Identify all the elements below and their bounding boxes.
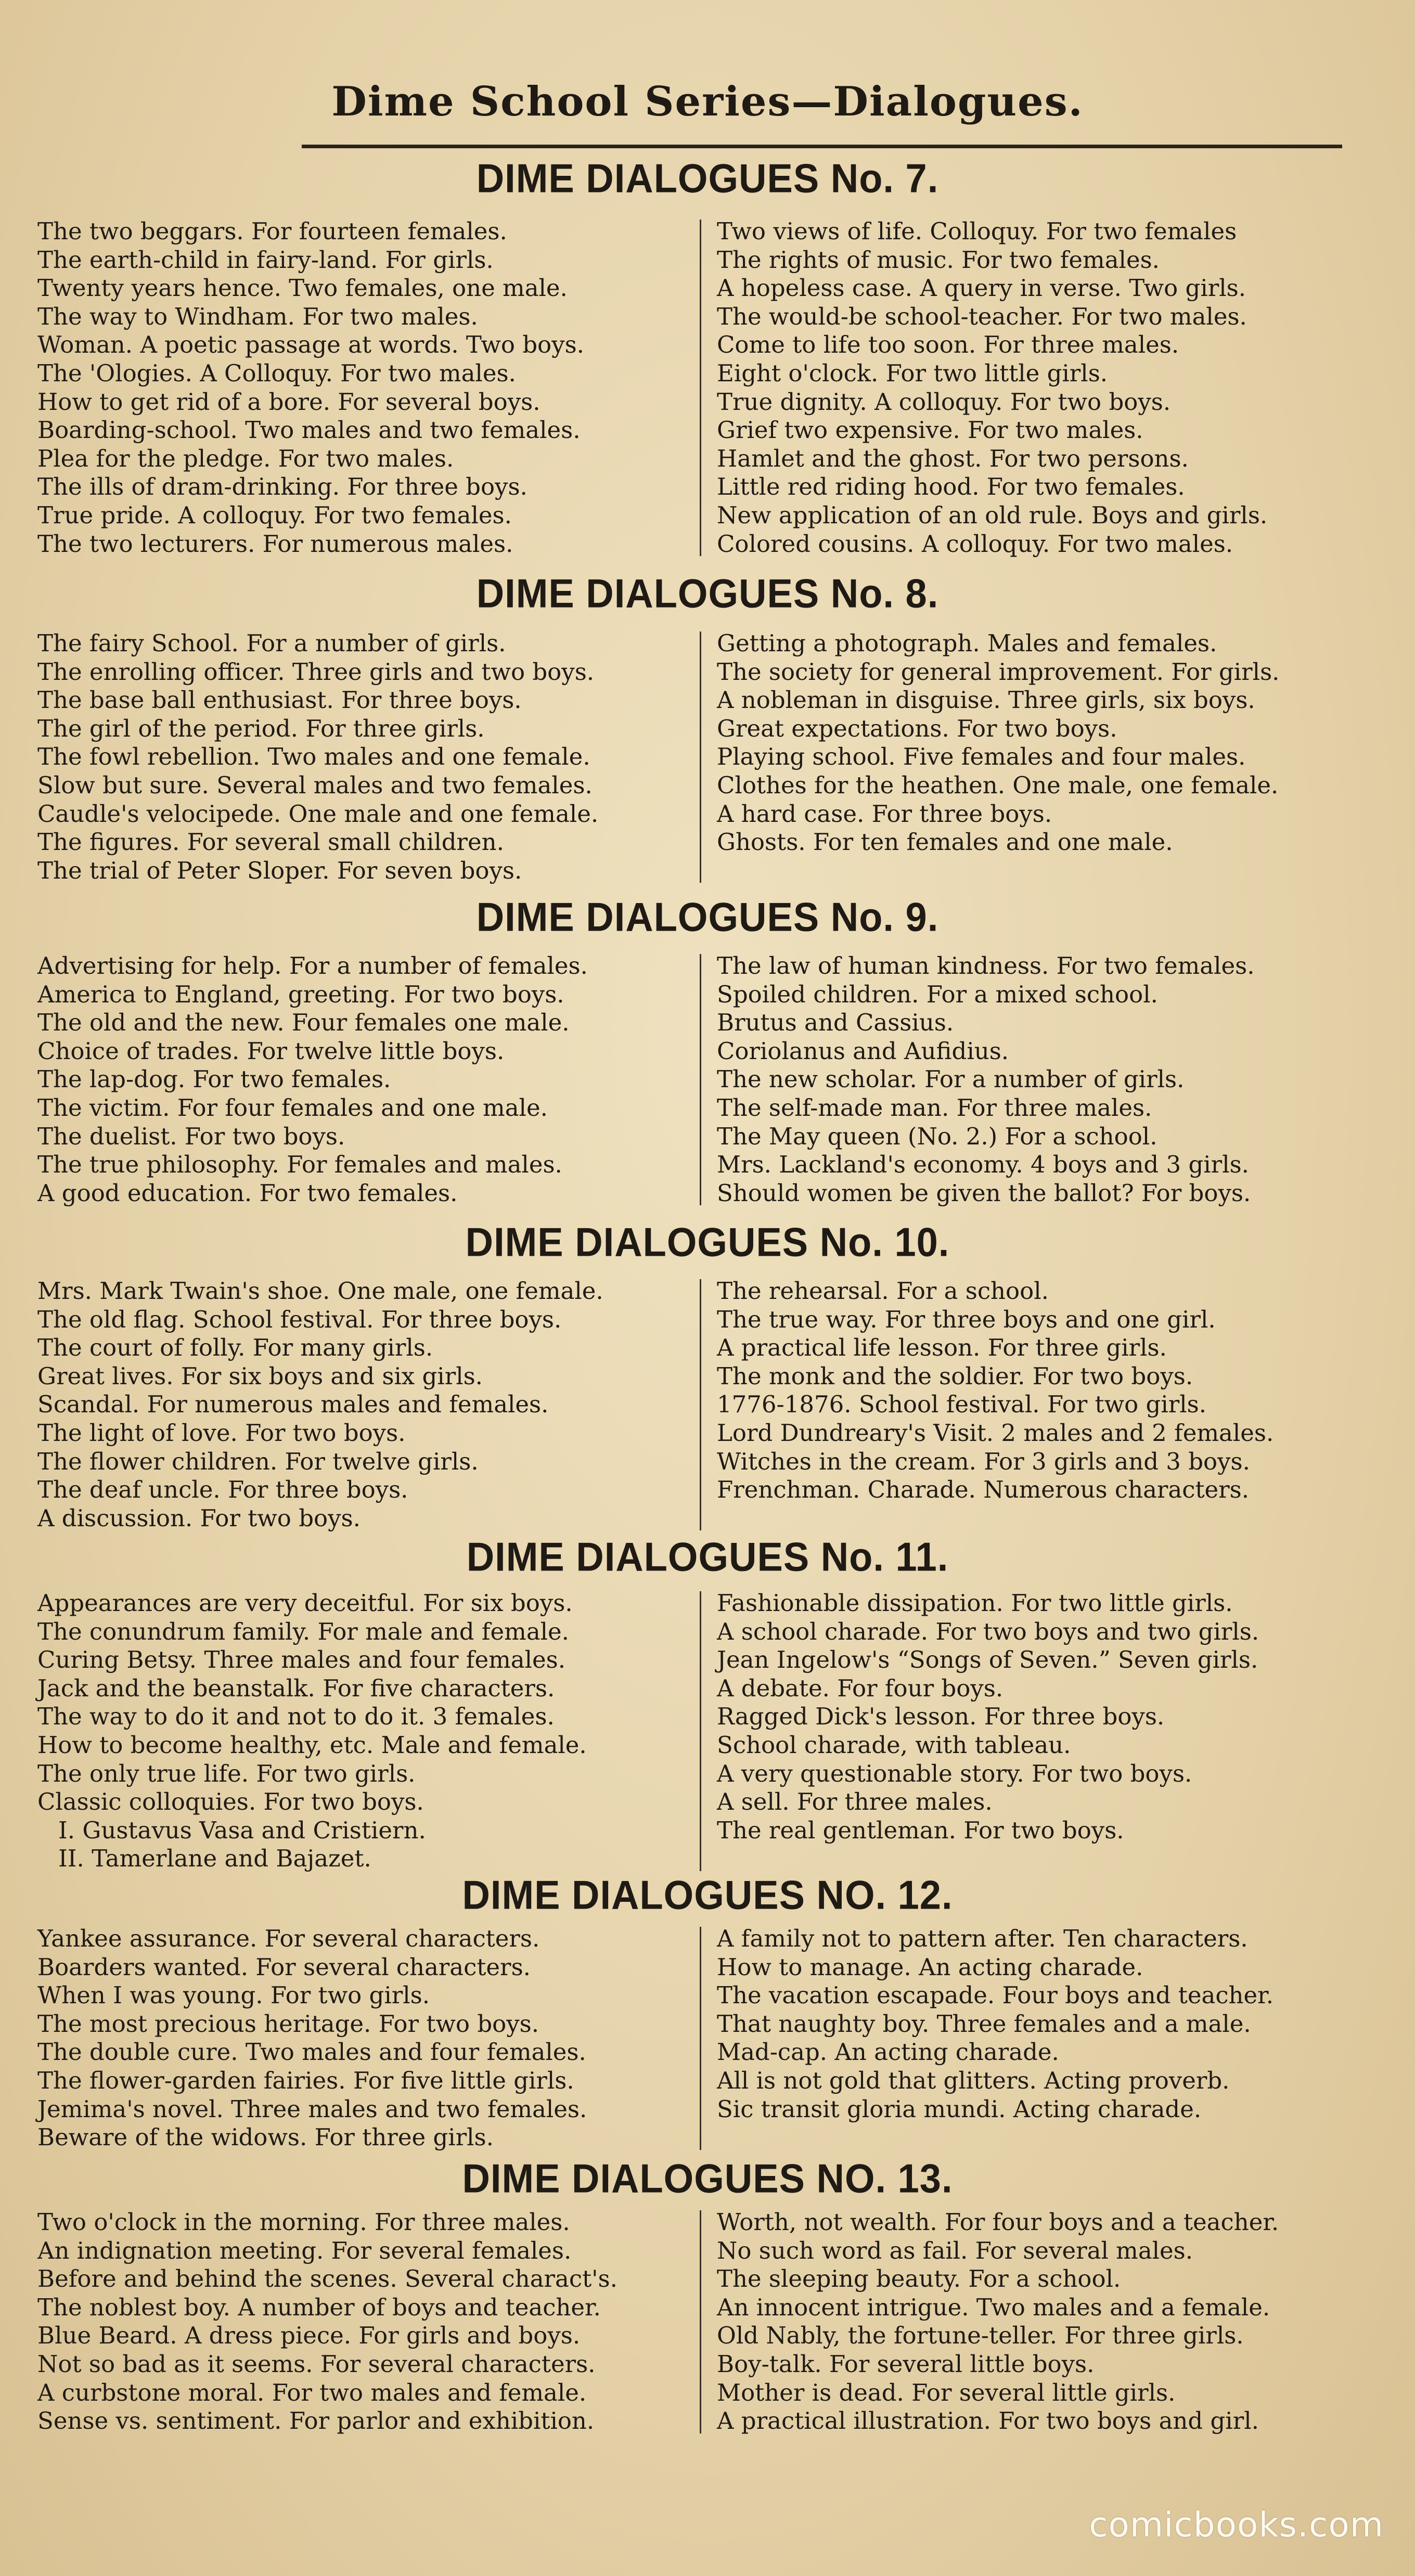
right-column xyxy=(717,1925,1393,2123)
dialogue-entry: A sell. For three males. xyxy=(717,1788,993,1816)
left-column xyxy=(37,1589,672,1873)
dialogue-entry: The lap-dog. For two females. xyxy=(37,1065,391,1093)
dialogue-entry: The figures. For several small children. xyxy=(37,828,504,856)
right-column xyxy=(717,1589,1393,1845)
left-column xyxy=(37,952,672,1207)
dialogue-entry: The sleeping beauty. For a school. xyxy=(717,2265,1121,2293)
dialogue-entry: Scandal. For numerous males and females. xyxy=(37,1390,549,1419)
dialogue-entry: The flower children. For twelve girls. xyxy=(37,1447,479,1475)
dialogue-entry: Jean Ingelow's “Songs of Seven.” Seven girls. xyxy=(717,1646,1258,1674)
dialogue-entry: Mad-cap. An acting charade. xyxy=(717,2038,1059,2066)
dialogue-entry: A very questionable story. For two boys. xyxy=(717,1759,1192,1787)
dialogue-entry: Jack and the beanstalk. For five characters. xyxy=(37,1674,555,1702)
dialogue-entry: How to become healthy, etc. Male and female. xyxy=(37,1731,587,1759)
dialogue-entry: Lord Dundreary's Visit. 2 males and 2 females. xyxy=(717,1419,1274,1447)
dialogue-entry: Frenchman. Charade. Numerous characters. xyxy=(717,1476,1250,1504)
dialogue-entry: Mrs. Mark Twain's shoe. One male, one female. xyxy=(37,1277,603,1305)
dialogue-entry: The law of human kindness. For two females. xyxy=(717,952,1255,980)
dialogue-entry: The double cure. Two males and four females. xyxy=(37,2038,586,2066)
dialogue-entry: An innocent intrigue. Two males and a female. xyxy=(717,2293,1270,2321)
section-heading: DIME DIALOGUES No. 8. xyxy=(476,570,939,616)
dialogue-entry: Appearances are very deceitful. For six boys. xyxy=(37,1589,573,1617)
column-divider xyxy=(700,220,701,556)
dialogue-entry: That naughty boy. Three females and a male. xyxy=(717,2010,1251,2038)
dialogue-entry: School charade, with tableau. xyxy=(717,1731,1071,1759)
dialogue-entry: When I was young. For two girls. xyxy=(37,1981,430,2010)
dialogue-entry: The trial of Peter Sloper. For seven boys. xyxy=(37,856,522,884)
dialogue-entry: The fairy School. For a number of girls. xyxy=(37,629,506,657)
column-divider xyxy=(700,632,701,883)
dialogue-entry: The rights of music. For two females. xyxy=(717,246,1160,274)
dialogue-entry: The ills of dram-drinking. For three boys. xyxy=(37,473,528,501)
dialogue-entry: 1776-1876. School festival. For two girls. xyxy=(717,1390,1207,1419)
left-column xyxy=(37,1277,672,1532)
dialogue-entry: The fowl rebellion. Two males and one female. xyxy=(37,743,590,771)
dialogue-entry: Little red riding hood. For two females. xyxy=(717,473,1185,501)
right-column xyxy=(717,629,1393,857)
dialogue-entry: Boarding-school. Two males and two females. xyxy=(37,416,581,444)
dialogue-entry: Great lives. For six boys and six girls. xyxy=(37,1362,483,1390)
dialogue-entry: Advertising for help. For a number of females. xyxy=(37,952,588,980)
dialogue-entry: Twenty years hence. Two females, one male. xyxy=(37,274,568,302)
dialogue-entry: The girl of the period. For three girls. xyxy=(37,714,485,742)
dialogue-entry: The would-be school-teacher. For two males. xyxy=(717,302,1247,330)
dialogue-entry: The most precious heritage. For two boys. xyxy=(37,2010,539,2038)
dialogue-entry: Boy-talk. For several little boys. xyxy=(717,2350,1095,2378)
dialogue-entry: The society for general improvement. For girls. xyxy=(717,658,1280,686)
dialogue-entry: Woman. A poetic passage at words. Two boys. xyxy=(37,331,584,359)
section-heading: DIME DIALOGUES No. 9. xyxy=(476,894,939,940)
dialogue-entry: Sic transit gloria mundi. Acting charade. xyxy=(717,2095,1202,2123)
dialogue-entry: The real gentleman. For two boys. xyxy=(717,1816,1124,1844)
dialogue-entry: A practical illustration. For two boys and girl. xyxy=(717,2407,1259,2435)
dialogue-entry: Coriolanus and Aufidius. xyxy=(717,1037,1009,1065)
dialogue-entry: Yankee assurance. For several characters. xyxy=(37,1925,540,1952)
dialogue-entry: Hamlet and the ghost. For two persons. xyxy=(717,444,1189,472)
dialogue-entry: I. Gustavus Vasa and Cristiern. xyxy=(58,1816,426,1844)
dialogue-entry: The two lecturers. For numerous males. xyxy=(37,530,513,558)
dialogue-entry: America to England, greeting. For two boys. xyxy=(37,980,564,1008)
section-heading: DIME DIALOGUES No. 11. xyxy=(466,1534,949,1580)
dialogue-entry: The duelist. For two boys. xyxy=(37,1122,345,1150)
dialogue-entry: Two views of life. Colloquy. For two females xyxy=(717,217,1237,245)
dialogue-entry: A curbstone moral. For two males and female. xyxy=(37,2378,587,2406)
dialogue-entry: II. Tamerlane and Bajazet. xyxy=(58,1845,371,1873)
dialogue-entry: The 'Ologies. A Colloquy. For two males. xyxy=(37,359,516,387)
dialogue-entry: The flower-garden fairies. For five little girls. xyxy=(37,2066,574,2094)
dialogue-entry: Brutus and Cassius. xyxy=(717,1009,954,1037)
dialogue-entry: Ragged Dick's lesson. For three boys. xyxy=(717,1703,1165,1731)
dialogue-entry: Witches in the cream. For 3 girls and 3 boys. xyxy=(717,1447,1250,1475)
dialogue-entry: Worth, not wealth. For four boys and a teacher. xyxy=(717,2208,1279,2236)
dialogue-entry: An indignation meeting. For several females. xyxy=(37,2236,572,2264)
dialogue-entry: Jemima's novel. Three males and two females. xyxy=(37,2095,587,2123)
dialogue-entry: Colored cousins. A colloquy. For two males. xyxy=(717,530,1233,558)
dialogue-entry: The true philosophy. For females and males. xyxy=(37,1151,562,1179)
dialogue-entry: A practical life lesson. For three girls. xyxy=(717,1334,1167,1362)
dialogue-entry: Plea for the pledge. For two males. xyxy=(37,444,454,472)
dialogue-entry: Mother is dead. For several little girls. xyxy=(717,2378,1176,2406)
dialogue-entry: The self-made man. For three males. xyxy=(717,1093,1152,1122)
dialogue-entry: The vacation escapade. Four boys and teacher. xyxy=(717,1981,1274,2010)
dialogue-entry: Not so bad as it seems. For several characters. xyxy=(37,2350,596,2378)
dialogue-entry: Choice of trades. For twelve little boys. xyxy=(37,1037,505,1065)
dialogue-entry: Before and behind the scenes. Several charact's. xyxy=(37,2265,618,2293)
dialogue-entry: Getting a photograph. Males and females. xyxy=(717,629,1217,657)
dialogue-entry: The victim. For four females and one male. xyxy=(37,1093,548,1122)
dialogue-entry: The monk and the soldier. For two boys. xyxy=(717,1362,1193,1390)
dialogue-entry: The way to Windham. For two males. xyxy=(37,302,478,330)
right-column xyxy=(717,1277,1393,1504)
left-column xyxy=(37,2208,672,2436)
dialogue-entry: A discussion. For two boys. xyxy=(37,1504,361,1532)
dialogue-entry: Boarders wanted. For several characters. xyxy=(37,1953,531,1981)
column-divider xyxy=(700,1591,701,1871)
dialogue-entry: Come to life too soon. For three males. xyxy=(717,331,1179,359)
dialogue-entry: A debate. For four boys. xyxy=(717,1674,1004,1702)
dialogue-entry: The old flag. School festival. For three boys. xyxy=(37,1305,562,1333)
dialogue-entry: Old Nably, the fortune-teller. For three girls. xyxy=(717,2322,1244,2350)
dialogue-entry: Ghosts. For ten females and one male. xyxy=(717,828,1173,856)
dialogue-entry: Sense vs. sentiment. For parlor and exhibition. xyxy=(37,2407,595,2435)
dialogue-entry: No such word as fail. For several males. xyxy=(717,2236,1193,2264)
dialogue-entry: Grief two expensive. For two males. xyxy=(717,416,1143,444)
dialogue-entry: The rehearsal. For a school. xyxy=(717,1277,1049,1305)
dialogue-entry: A family not to pattern after. Ten characters. xyxy=(717,1925,1248,1952)
dialogue-entry: The noblest boy. A number of boys and teacher. xyxy=(37,2293,601,2321)
dialogue-entry: The deaf uncle. For three boys. xyxy=(37,1476,408,1504)
dialogue-entry: The new scholar. For a number of girls. xyxy=(717,1065,1185,1093)
dialogue-entry: Clothes for the heathen. One male, one female. xyxy=(717,771,1279,799)
dialogue-entry: A good education. For two females. xyxy=(37,1179,458,1207)
dialogue-entry: The only true life. For two girls. xyxy=(37,1759,416,1787)
dialogue-entry: The enrolling officer. Three girls and two boys. xyxy=(37,658,595,686)
dialogue-entry: True pride. A colloquy. For two females. xyxy=(37,501,512,529)
dialogue-entry: True dignity. A colloquy. For two boys. xyxy=(717,388,1171,416)
dialogue-entry: The two beggars. For fourteen females. xyxy=(37,217,507,245)
dialogue-entry: Spoiled children. For a mixed school. xyxy=(717,980,1158,1008)
left-column xyxy=(37,629,672,885)
column-divider xyxy=(700,954,701,1205)
section-heading: DIME DIALOGUES No. 10. xyxy=(465,1219,950,1265)
dialogue-entry: Fashionable dissipation. For two little girls. xyxy=(717,1589,1233,1617)
dialogue-entry: The light of love. For two boys. xyxy=(37,1419,406,1447)
dialogue-entry: A hopeless case. A query in verse. Two girls. xyxy=(717,274,1246,302)
dialogue-entry: Caudle's velocipede. One male and one female. xyxy=(37,800,599,828)
dialogue-entry: The earth-child in fairy-land. For girls. xyxy=(37,246,494,274)
right-column xyxy=(717,2208,1393,2436)
dialogue-entry: Mrs. Lackland's economy. 4 boys and 3 girls. xyxy=(717,1151,1249,1179)
dialogue-entry: The May queen (No. 2.) For a school. xyxy=(717,1122,1157,1150)
section-heading: DIME DIALOGUES No. 7. xyxy=(476,155,939,201)
dialogue-entry: How to get rid of a bore. For several boys. xyxy=(37,388,541,416)
dialogue-entry: A nobleman in disguise. Three girls, six boys. xyxy=(717,686,1255,714)
dialogue-entry: Playing school. Five females and four males. xyxy=(717,743,1246,771)
page-title: Dime School Series—Dialogues. xyxy=(331,78,1084,125)
dialogue-entry: A school charade. For two boys and two girls. xyxy=(717,1617,1259,1645)
dialogue-entry: How to manage. An acting charade. xyxy=(717,1953,1143,1981)
section-heading: DIME DIALOGUES NO. 13. xyxy=(462,2155,953,2201)
dialogue-entry: Blue Beard. A dress piece. For girls and boys. xyxy=(37,2322,581,2350)
dialogue-entry: All is not gold that glitters. Acting proverb. xyxy=(717,2066,1230,2094)
dialogue-entry: Curing Betsy. Three males and four females. xyxy=(37,1646,566,1674)
watermark: comicbooks.com xyxy=(1089,2505,1384,2545)
dialogue-entry: A hard case. For three boys. xyxy=(717,800,1052,828)
left-column xyxy=(37,1925,672,2152)
dialogue-entry: The base ball enthusiast. For three boys. xyxy=(37,686,522,714)
right-column xyxy=(717,217,1393,558)
column-divider xyxy=(700,2210,701,2433)
dialogue-entry: Beware of the widows. For three girls. xyxy=(37,2123,494,2152)
left-column xyxy=(37,217,672,558)
dialogue-entry: The true way. For three boys and one girl. xyxy=(717,1305,1216,1333)
dialogue-entry: New application of an old rule. Boys and girls. xyxy=(717,501,1268,529)
dialogue-entry: Should women be given the ballot? For boys. xyxy=(717,1179,1251,1207)
column-divider xyxy=(700,1927,701,2150)
dialogue-entry: Slow but sure. Several males and two females. xyxy=(37,771,593,799)
dialogue-entry: The court of folly. For many girls. xyxy=(37,1334,433,1362)
dialogue-entry: Two o'clock in the morning. For three males. xyxy=(37,2208,570,2236)
section-heading: DIME DIALOGUES NO. 12. xyxy=(462,1872,953,1918)
title-rule xyxy=(302,145,1342,148)
dialogue-entry: The old and the new. Four females one male. xyxy=(37,1009,570,1037)
right-column xyxy=(717,952,1393,1207)
column-divider xyxy=(700,1279,701,1530)
dialogue-entry: The way to do it and not to do it. 3 females. xyxy=(37,1703,555,1731)
dialogue-entry: Great expectations. For two boys. xyxy=(717,714,1117,742)
dialogue-entry: The conundrum family. For male and female. xyxy=(37,1617,569,1645)
dialogue-entry: Eight o'clock. For two little girls. xyxy=(717,359,1108,387)
dialogue-entry: Classic colloquies. For two boys. xyxy=(37,1788,424,1816)
